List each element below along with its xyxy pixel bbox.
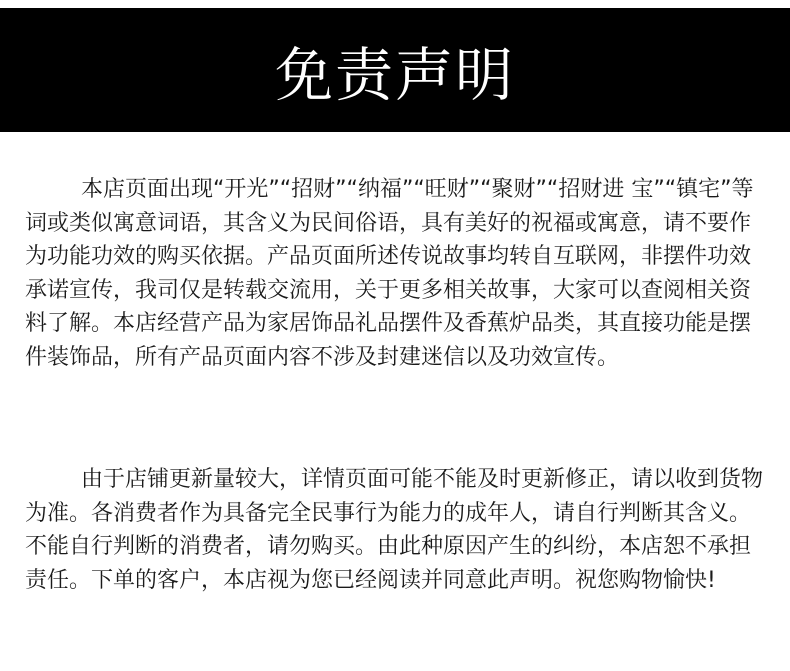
disclaimer-paragraph-1: 本店页面出现“开光”“招财”“纳福”“旺财”“聚财”“招财进 宝”“镇宅”等词或类似寓意词语，其含义为民间俗语，具有美好的祝福或寓意，请不要作为功能功效的购买依据。产品页面所述传说故事均转自互联网，非摆件功效承诺宣传，我司仅是转载交流用，关于更多相关故事，大家可以查阅相关资料了解。本店经营产品为家居饰品礼品摆件及香蕉炉品类，其直接功能是摆件装饰品，所有产品页面内容不涉及封建迷信以及功效宣传。 — [25, 177, 754, 370]
page-title: 免责声明 — [274, 41, 515, 109]
disclaimer-paragraph-2: 由于店铺更新量较大，详情页面可能不能及时更新修正，请以收到货物为准。各消费者作为具备完全民事行为能力的成年人，请自行判断其含义。不能自行判断的消费者，请勿购买。由此种原因产生的纠纷，本店恕不承担责任。下单的客户，本店视为您已经阅读并同意此声明。祝您购物愉快! — [25, 467, 763, 593]
header-banner — [0, 8, 790, 132]
